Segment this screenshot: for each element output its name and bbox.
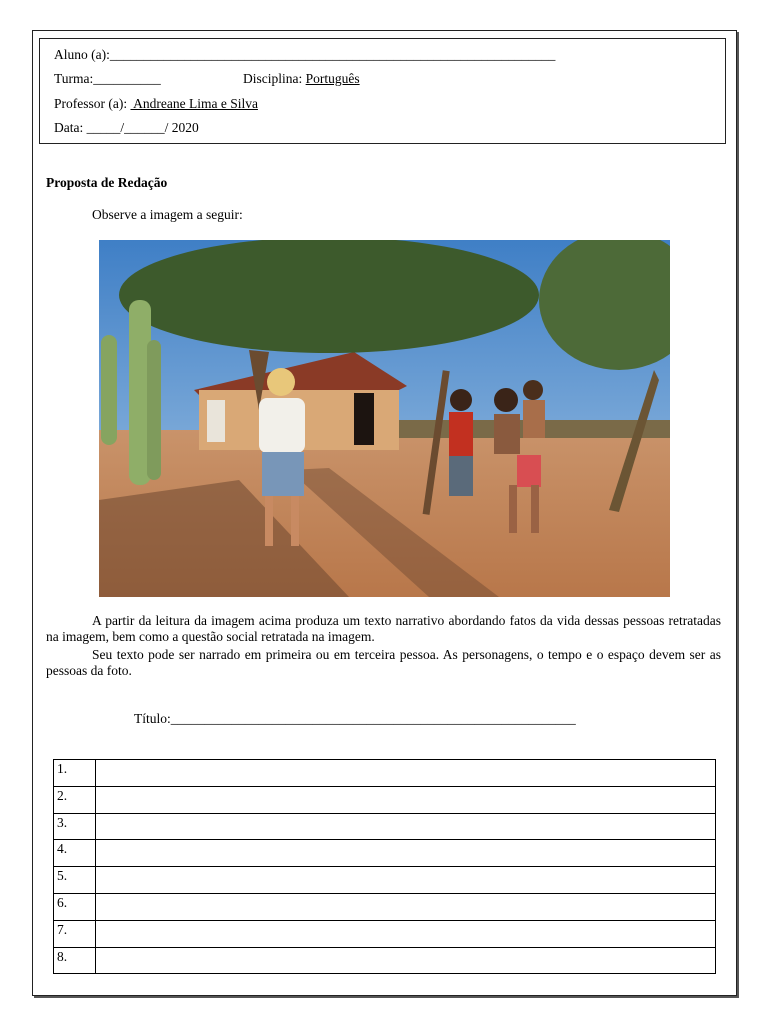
student-info-box (39, 38, 726, 144)
writing-line-cell[interactable] (96, 840, 716, 867)
paragraph-1: A partir da leitura da imagem acima produza um texto narrativo abordando fatos da vida dessas pessoas retratadas na imagem, bem como a questão social retratada na imagem. (46, 613, 721, 644)
writing-line (54, 867, 716, 894)
writing-lines-table (53, 759, 716, 974)
turma-line (54, 71, 161, 87)
date-line: Data: _____/______/ 2020 (54, 120, 199, 135)
aluno-blank: __________________________________________________________________ (109, 47, 556, 62)
line-number: 7. (54, 920, 96, 947)
line-number: 5. (54, 867, 96, 894)
turma-label: Turma: (54, 71, 94, 86)
instruction-text: Observe a imagem a seguir: (92, 207, 243, 222)
professor-label: Professor (a): (54, 96, 131, 111)
writing-line-cell[interactable] (96, 813, 716, 840)
writing-line (54, 813, 716, 840)
aluno-label: Aluno (a): (54, 47, 110, 62)
titulo-line (134, 711, 576, 727)
line-number: 3. (54, 813, 96, 840)
line-number: 6. (54, 893, 96, 920)
disciplina-label: Disciplina: (243, 71, 306, 86)
children-village-photo (99, 240, 670, 597)
writing-line-cell[interactable] (96, 760, 716, 787)
disciplina-value: Português (305, 71, 360, 86)
line-number: 1. (54, 760, 96, 787)
disciplina-line (243, 71, 360, 87)
writing-line-cell[interactable] (96, 947, 716, 974)
writing-line-cell[interactable] (96, 920, 716, 947)
professor-value: Andreane Lima e Silva (130, 96, 258, 111)
titulo-blank[interactable]: ____________________________________________________________ (170, 711, 576, 726)
turma-blank: __________ (93, 71, 161, 86)
professor-line (54, 96, 258, 112)
writing-line-cell[interactable] (96, 893, 716, 920)
writing-line-cell[interactable] (96, 867, 716, 894)
aluno-line (54, 47, 555, 63)
writing-line (54, 893, 716, 920)
line-number: 4. (54, 840, 96, 867)
section-title: Proposta de Redação (46, 175, 168, 190)
writing-line (54, 760, 716, 787)
writing-line (54, 947, 716, 974)
writing-line (54, 840, 716, 867)
writing-line (54, 920, 716, 947)
writing-line (54, 786, 716, 813)
line-number: 2. (54, 786, 96, 813)
line-number: 8. (54, 947, 96, 974)
writing-line-cell[interactable] (96, 786, 716, 813)
titulo-label: Título: (134, 711, 171, 726)
paragraph-2: Seu texto pode ser narrado em primeira ou em terceira pessoa. As personagens, o tempo e o espaço devem ser as pessoas da foto. (46, 647, 721, 678)
